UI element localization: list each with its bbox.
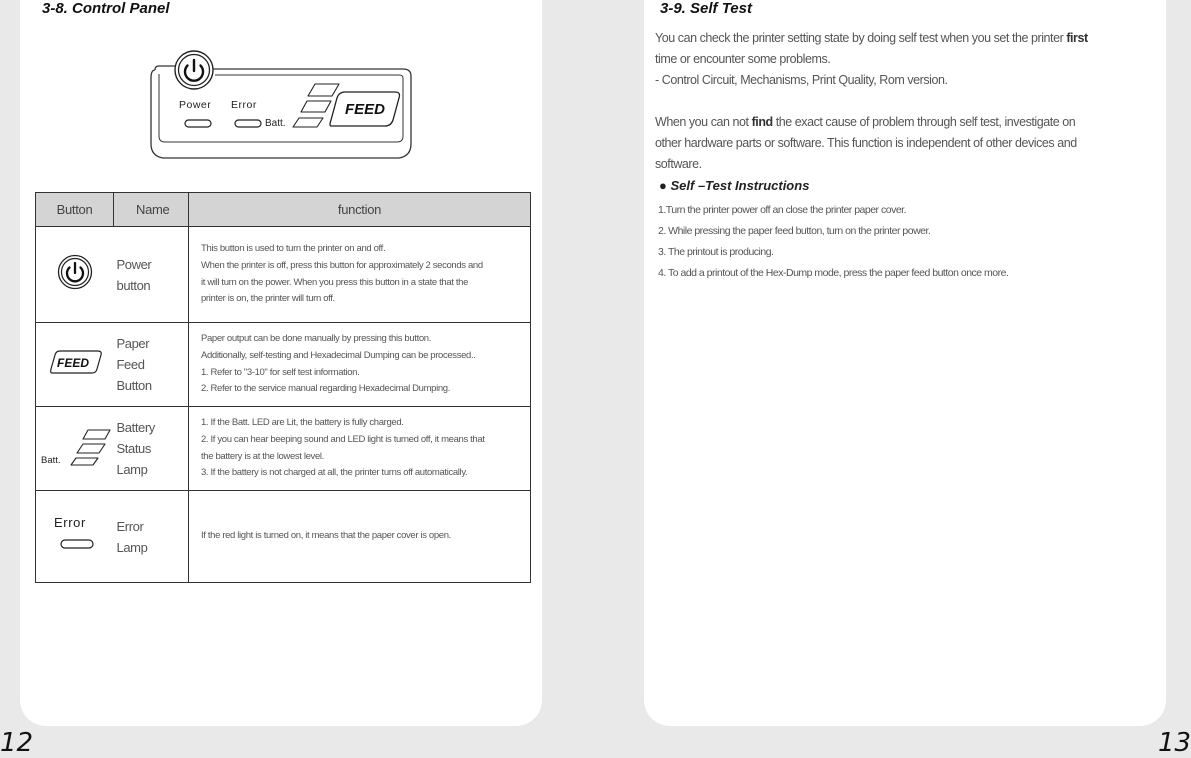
svg-text:Batt.: Batt. [40,455,61,466]
panel-error-label: Error [231,99,257,111]
row-name: Power button [114,227,189,323]
page-number-left: 12 [0,728,34,758]
svg-text:FEED: FEED [56,356,89,370]
bullet-icon: ● [659,178,667,193]
list-item: 3. The printout is producing. [658,246,774,258]
table-row [36,407,531,491]
row-name: Error Lamp [114,491,189,583]
list-item: 1.Turn the printer power off an close the printer paper cover. [658,204,906,216]
row-name: Paper Feed Button [114,323,189,407]
error-led [235,120,261,127]
table-header-row [36,193,531,227]
section-title-control-panel: 3-8. Control Panel [42,0,170,17]
svg-text:Error: Error [53,515,86,530]
row-function: This button is used to turn the printer on and off. When the printer is off, press this button for approximately 2 seconds and it will turn on the power. When you press this button in a state that the printer is on, the printer will turn off. [189,227,531,323]
section-title-self-test: 3-9. Self Test [660,0,752,17]
table-row [36,491,531,583]
intro-paragraph: You can check the printer setting state by doing self test when you set the printer first time or encounter some problems. - Control Circuit, Mechanisms, Print Quality, Rom version. When you can not find the exact cause of problem through self test, investigate on other hardware parts or software. This function is independent of other devices and software. [655,31,1088,171]
row-function: 1. If the Batt. LED are Lit, the battery is fully charged. 2. If you can hear beeping sound and LED light is turned off, it means that the battery is at the lowest level. 3. If the battery is not charged at all, the printer turns off automatically. [189,407,531,491]
icon-cell [36,227,114,323]
header-name: Name [114,193,189,227]
batt-led-1 [293,118,323,127]
self-test-instructions [658,200,1008,284]
self-test-instructions-heading: ● Self –Test Instructions [659,178,810,193]
power-led [185,120,211,127]
header-button: Button [36,193,114,227]
icon-cell [36,491,114,583]
batt-led-3 [308,84,339,96]
feed-icon [48,349,102,375]
error-lamp-icon [50,515,100,553]
table-row [36,227,531,323]
icon-cell [36,407,114,491]
panel-feed-label: FEED [345,101,386,118]
table-row [36,323,531,407]
row-name: Battery Status Lamp [114,407,189,491]
battery-lamp-icon [39,424,111,468]
batt-led-2 [301,101,331,112]
page-number-right: 13 [1158,728,1191,758]
panel-power-label: Power [179,99,212,111]
row-function: If the red light is turned on, it means that the paper cover is open. [189,491,531,583]
icon-cell [36,323,114,407]
power-icon [57,254,93,290]
control-panel-table [35,192,531,583]
panel-batt-label: Batt. [265,118,286,129]
header-function: function [189,193,531,227]
control-panel-illustration [145,40,417,167]
list-item: 4. To add a printout of the Hex-Dump mode, press the paper feed button once more. [658,267,1009,279]
row-function: Paper output can be done manually by pressing this button. Additionally, self-testing and Hexadecimal Dumping can be processed.. 1. Refer to "3-10" for self test information. 2. Refer to the service manual regarding Hexadecimal Dumping. [189,323,531,407]
list-item: 2. While pressing the paper feed button, turn on the printer power. [658,225,931,237]
